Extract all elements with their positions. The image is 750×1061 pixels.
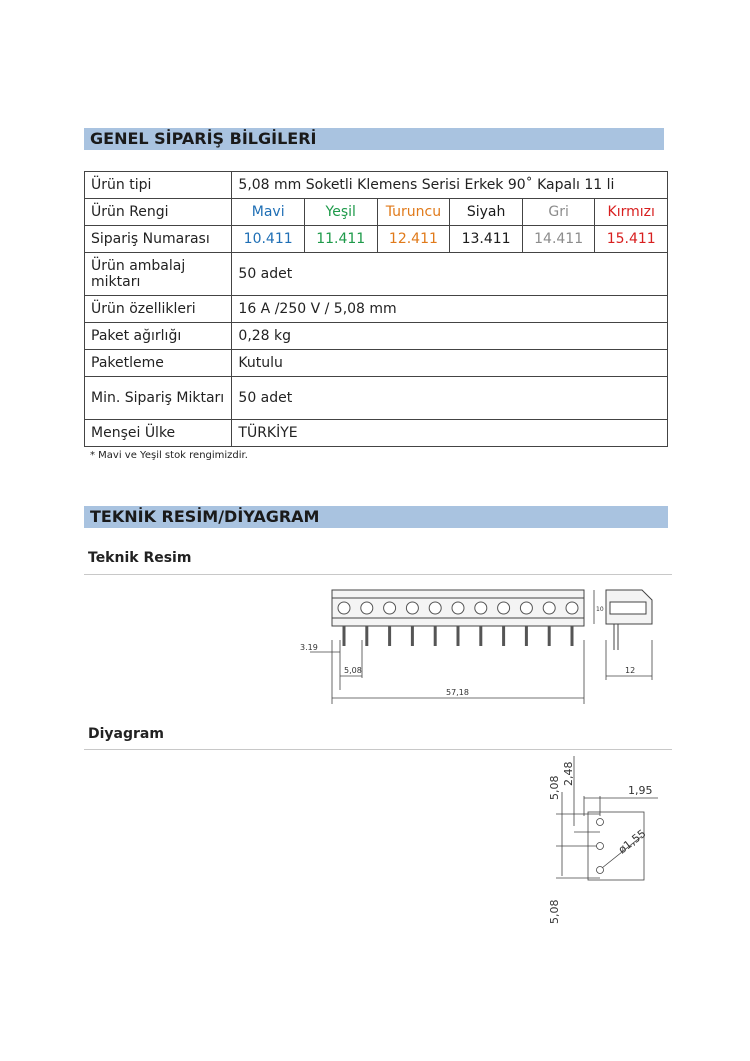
- pin-socket-shape: [520, 602, 532, 614]
- table-row: [85, 253, 668, 296]
- pin-socket-shape: [338, 602, 350, 614]
- table-row: [85, 350, 668, 377]
- side-view-shape: [606, 590, 652, 650]
- table-row: [85, 296, 668, 323]
- order-number-label: Sipariş Numarası: [85, 226, 232, 253]
- divider: [84, 749, 672, 750]
- color-name-gray: Gri: [522, 199, 595, 226]
- spec-table: [84, 171, 668, 447]
- packaging-value: Kutulu: [232, 350, 668, 377]
- divider: [84, 574, 672, 575]
- order-code-green: 11.411: [304, 226, 377, 253]
- order-code-orange: 12.411: [377, 226, 450, 253]
- general-section-title: GENEL SİPARİŞ BİLGİLERİ: [84, 128, 664, 150]
- product-color-label: Ürün Rengi: [85, 199, 232, 226]
- min-order-label: Min. Sipariş Miktarı: [85, 377, 232, 420]
- dimension-label: 5,08: [548, 775, 561, 800]
- dimension-label: 3.19: [300, 643, 318, 652]
- min-order-value: 50 adet: [232, 377, 668, 420]
- weight-label: Paket ağırlığı: [85, 323, 232, 350]
- order-code-blue: 10.411: [232, 226, 305, 253]
- order-code-black: 13.411: [450, 226, 523, 253]
- dimension-label: ø1,55: [615, 826, 649, 857]
- pin-socket-shape: [406, 602, 418, 614]
- packaging-label: Paketleme: [85, 350, 232, 377]
- pin-diagram: [540, 756, 670, 926]
- packaging-qty-label: Ürün ambalaj miktarı: [85, 253, 232, 296]
- packaging-qty-value: 50 adet: [232, 253, 668, 296]
- table-row: [85, 172, 668, 199]
- dimension-label: 57,18: [446, 688, 469, 697]
- pin-socket-shape: [384, 602, 396, 614]
- pin-socket-shape: [543, 602, 555, 614]
- technical-drawing-title: Teknik Resim: [88, 550, 192, 566]
- product-type-value: 5,08 mm Soketli Klemens Serisi Erkek 90˚ Kapalı 11 li: [232, 172, 668, 199]
- dimension-label: 12: [625, 666, 636, 675]
- dimension-label: 5,08: [344, 666, 362, 675]
- table-row: [85, 199, 668, 226]
- dimension-label: 5,08: [548, 899, 561, 924]
- pin-socket-shape: [361, 602, 373, 614]
- order-code-red: 15.411: [595, 226, 668, 253]
- technical-drawing: [290, 580, 670, 710]
- hole-circles: [597, 819, 604, 874]
- table-row: [85, 420, 668, 447]
- pin-socket-shape: [566, 602, 578, 614]
- origin-value: TÜRKİYE: [232, 420, 668, 447]
- pin-socket-shape: [452, 602, 464, 614]
- color-name-red: Kırmızı: [595, 199, 668, 226]
- pin-socket-shape: [498, 602, 510, 614]
- weight-value: 0,28 kg: [232, 323, 668, 350]
- dimension-label: 10: [596, 606, 604, 613]
- color-name-orange: Turuncu: [377, 199, 450, 226]
- features-value: 16 A /250 V / 5,08 mm: [232, 296, 668, 323]
- diagram-title: Diyagram: [88, 726, 164, 742]
- color-name-green: Yeşil: [304, 199, 377, 226]
- stock-note: * Mavi ve Yeşil stok rengimizdir.: [90, 450, 248, 461]
- technical-section-title: TEKNİK RESİM/DİYAGRAM: [84, 506, 668, 528]
- origin-label: Menşei Ülke: [85, 420, 232, 447]
- features-label: Ürün özellikleri: [85, 296, 232, 323]
- table-row: [85, 323, 668, 350]
- dimension-label: 2,48: [562, 761, 575, 786]
- table-row: [85, 377, 668, 420]
- dimension-label: 1,95: [628, 784, 653, 797]
- color-name-blue: Mavi: [232, 199, 305, 226]
- table-row: [85, 226, 668, 253]
- product-type-label: Ürün tipi: [85, 172, 232, 199]
- pin-socket-shape: [475, 602, 487, 614]
- color-name-black: Siyah: [450, 199, 523, 226]
- order-code-gray: 14.411: [522, 226, 595, 253]
- pin-socket-shape: [429, 602, 441, 614]
